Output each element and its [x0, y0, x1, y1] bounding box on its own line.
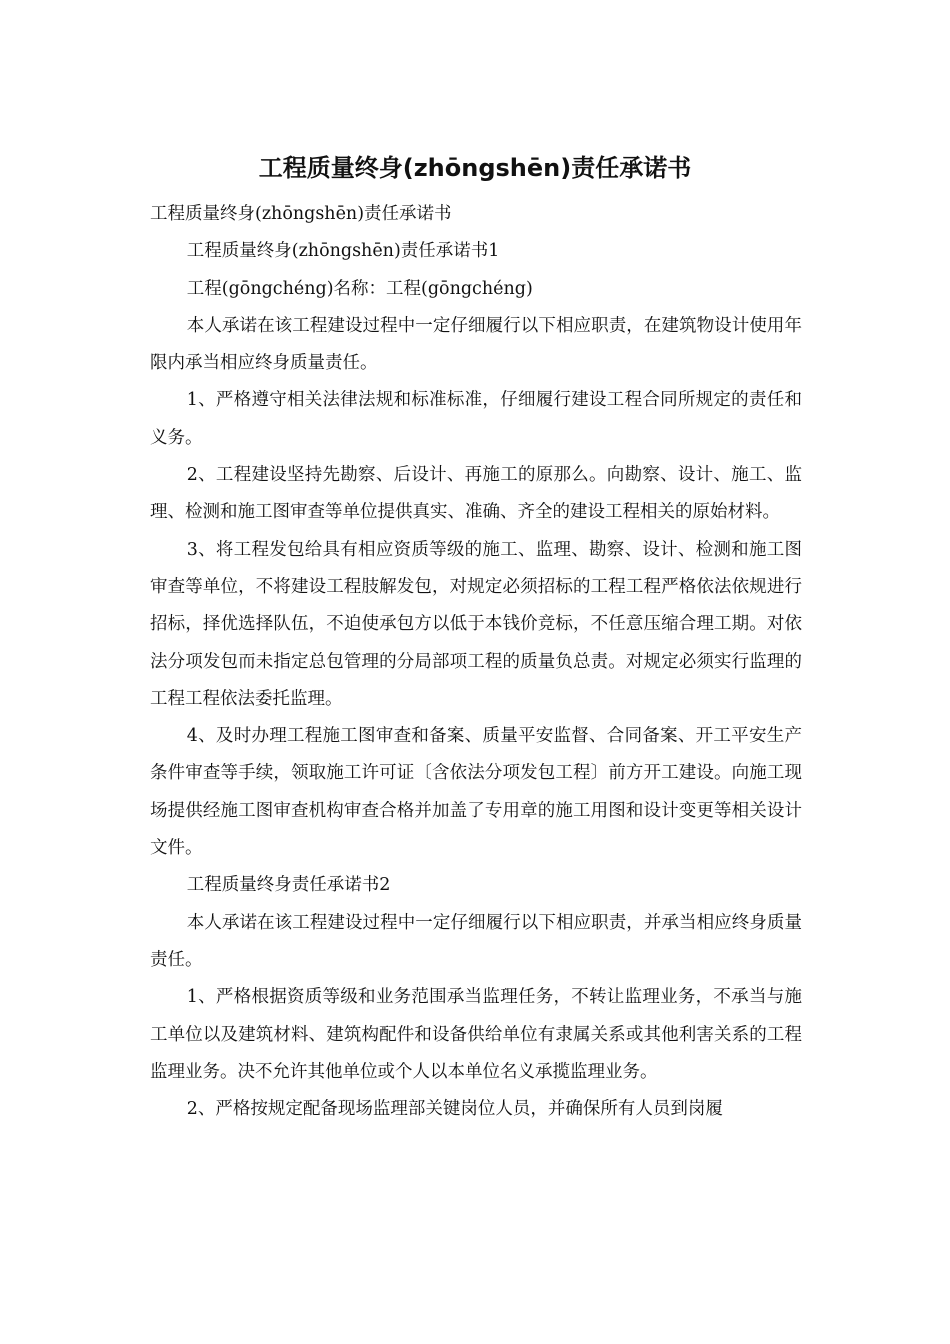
paragraph-item-2: 2、工程建设坚持先勘察、后设计、再施工的原那么。向勘察、设计、施工、监理、检测和施工图审查等单位提供真实、准确、齐全的建设工程相关的原始材料。 [150, 465, 802, 523]
paragraph-item-2-b: 2、严格按规定配备现场监理部关键岗位人员，并确保所有人员到岗履 [186, 1099, 723, 1120]
paragraph-item-4: 4、及时办理工程施工图审查和备案、质量平安监督、合同备案、开工平安生产条件审查等手续，领取施工许可证〔含依法分项发包工程〕前方开工建设。向施工现场提供经施工图审查机构审查合格并加盖了专用章的施工用图和设计变更等相关设计文件。 [150, 726, 802, 859]
document-body [150, 196, 802, 1128]
paragraph-pledge-intro-1: 本人承诺在该工程建设过程中一定仔细履行以下相应职责，在建筑物设计使用年限内承当相应终身质量责任。 [150, 315, 802, 374]
paragraph-item-1-b: 1、严格根据资质等级和业务范围承当监理任务，不转让监理业务，不承当与施工单位以及建筑材料、建筑构配件和设备供给单位有隶属关系或其他利害关系的工程监理业务。决不允许其他单位或个人以本单位名义承揽监理业务。 [150, 987, 802, 1082]
paragraph-project-name: 工程(gōngchéng)名称：工程(gōngchéng) [186, 278, 533, 299]
paragraph-pledge-intro-2: 本人承诺在该工程建设过程中一定仔细履行以下相应职责，并承当相应终身质量责任。 [150, 912, 802, 970]
paragraph-subtitle: 工程质量终身(zhōngshēn)责任承诺书 [150, 204, 452, 224]
paragraph-section-heading-2: 工程质量终身责任承诺书2 [186, 875, 391, 896]
paragraph-section-heading-1: 工程质量终身(zhōngshēn)责任承诺书1 [186, 241, 500, 262]
paragraph-item-1: 1、严格遵守相关法律法规和标准标准，仔细履行建设工程合同所规定的责任和义务。 [150, 390, 802, 448]
paragraph-item-3: 3、将工程发包给具有相应资质等级的施工、监理、勘察、设计、检测和施工图审查等单位，不将建设工程肢解发包，对规定必须招标的工程工程严格依法依规进行招标，择优选择队伍，不迫使承包方以低于本钱价竞标，不任意压缩合理工期。对依法分项发包而未指定总包管理的分局部项工程的质量负总责。对规定必须实行监理的工程工程依法委托监理。 [150, 539, 802, 709]
document-title: 工程质量终身(zhōngshēn)责任承诺书 [258, 154, 692, 182]
